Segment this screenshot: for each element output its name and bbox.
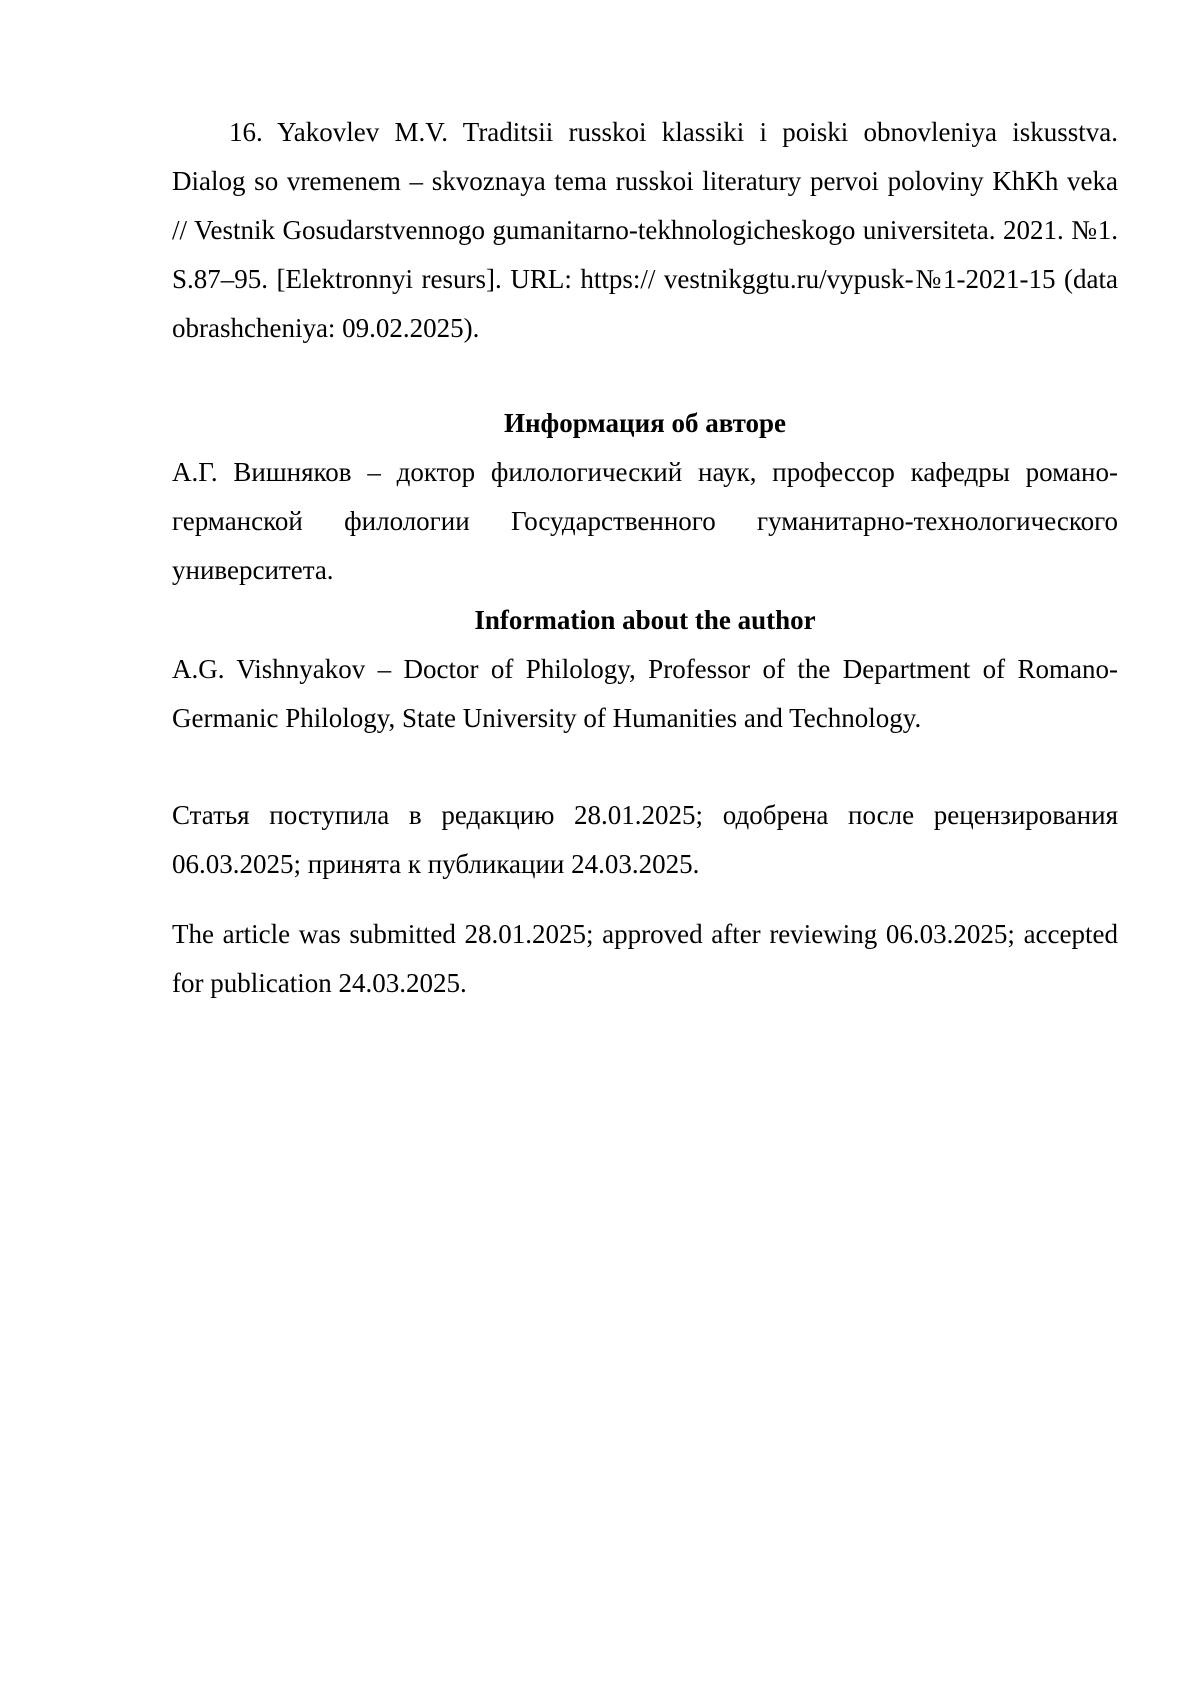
reference-entry: 16. Yakovlev M.V. Traditsii russkoi klassiki i poiski obnovleniya iskusstva. Dialog so vremenem – skvoznaya tema russkoi literatury pervoi poloviny KhKh veka // Vestnik Gosudarstvennogo gumanitarno-tekhnologicheskogo universiteta. 2021. №1. S.87–95. [Elektronnyi resurs]. URL: https:// vestnikggtu.ru/vypusk-№1-2021-15 (data obrashcheniya: 09.02.2025). — [172, 108, 1118, 353]
author-bio-en: A.G. Vishnyakov – Doctor of Philology, Professor of the Department of Romano-Germanic Philology, State University of Humanities and Technology. — [172, 645, 1118, 743]
article-dates-ru: Статья поступила в редакцию 28.01.2025; одобрена после рецензирования 06.03.2025; принята к публикации 24.03.2025. — [172, 791, 1118, 889]
author-info-heading-ru: Информация об авторе — [172, 399, 1118, 448]
document-page — [0, 0, 1200, 1697]
author-bio-ru: А.Г. Вишняков – доктор филологический наук, профессор кафедры романо-германской филологии Государственного гуманитарно-технологического университета. — [172, 448, 1118, 595]
author-info-heading-en: Information about the author — [172, 596, 1118, 645]
article-dates-en: The article was submitted 28.01.2025; approved after reviewing 06.03.2025; accepted for publication 24.03.2025. — [172, 910, 1118, 1008]
